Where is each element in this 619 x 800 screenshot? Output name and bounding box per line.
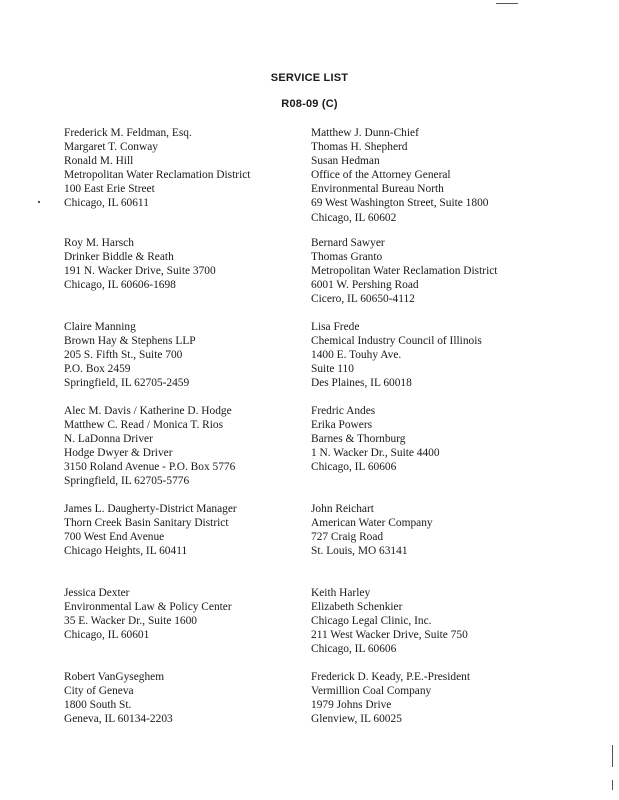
address-block-right [311, 236, 497, 306]
address-line: 100 East Erie Street [64, 183, 155, 196]
address-line: Chicago Legal Clinic, Inc. [311, 615, 432, 628]
document-title: SERVICE LIST [270, 72, 349, 84]
address-line: Drinker Biddle & Reath [64, 251, 174, 264]
address-line: 3150 Roland Avenue - P.O. Box 5776 [64, 461, 236, 474]
address-block-right [311, 502, 433, 558]
address-line: Matthew C. Read / Monica T. Rios [64, 419, 224, 432]
address-line: 211 West Wacker Drive, Suite 750 [311, 629, 468, 642]
address-block-left [64, 404, 235, 489]
address-line: Geneva, IL 60134-2203 [64, 713, 173, 726]
address-line: 700 West End Avenue [64, 531, 165, 544]
address-line: Thomas Granto [311, 251, 383, 264]
address-line: City of Geneva [64, 685, 134, 698]
address-block-right [311, 404, 440, 474]
address-line: P.O. Box 2459 [64, 363, 131, 376]
address-block-left [64, 586, 232, 642]
address-block-left [64, 126, 250, 211]
address-line: Cicero, IL 60650-4112 [311, 293, 415, 306]
address-line: Susan Hedman [311, 155, 380, 168]
address-line: Chicago, IL 60606 [311, 461, 397, 474]
address-line: Brown Hay & Stephens LLP [64, 335, 196, 348]
address-line: Glenview, IL 60025 [311, 713, 402, 726]
scan-speck [612, 745, 613, 767]
address-line: Springfield, IL 62705-5776 [64, 475, 190, 488]
address-line: John Reichart [311, 503, 374, 515]
address-line: Suite 110 [311, 363, 354, 376]
address-line: Des Plaines, IL 60018 [311, 377, 412, 390]
address-block-right [311, 126, 488, 225]
address-block-right [311, 670, 470, 726]
address-line: Matthew J. Dunn-Chief [311, 127, 419, 139]
address-line: Environmental Bureau North [311, 183, 444, 196]
address-line: Environmental Law & Policy Center [64, 601, 232, 614]
address-line: Metropolitan Water Reclamation District [64, 169, 251, 182]
docket-number: R08-09 (C) [281, 98, 338, 110]
address-line: Keith Harley [311, 587, 371, 599]
address-line: Frederick D. Keady, P.E.-President [311, 671, 471, 683]
address-line: 191 N. Wacker Drive, Suite 3700 [64, 265, 216, 278]
address-line: Chemical Industry Council of Illinois [311, 335, 482, 348]
address-line: Chicago, IL 60611 [64, 197, 149, 210]
address-line: Bernard Sawyer [311, 237, 385, 249]
address-line: 727 Craig Road [311, 531, 384, 544]
address-block-left [64, 502, 237, 558]
address-line: 1400 E. Touhy Ave. [311, 349, 402, 362]
address-line: Lisa Frede [311, 321, 360, 333]
address-line: Erika Powers [311, 419, 373, 432]
address-line: 1979 Johns Drive [311, 699, 392, 712]
address-line: Fredric Andes [311, 405, 376, 417]
address-line: Chicago, IL 60606 [311, 643, 397, 656]
address-line: St. Louis, MO 63141 [311, 545, 408, 558]
address-line: 1 N. Wacker Dr., Suite 4400 [311, 447, 440, 460]
address-line: Metropolitan Water Reclamation District [311, 265, 498, 278]
address-line: Roy M. Harsch [64, 237, 134, 249]
address-line: Vermillion Coal Company [311, 685, 432, 698]
address-line: Chicago, IL 60601 [64, 629, 150, 642]
address-line: Ronald M. Hill [64, 155, 134, 168]
address-line: Thorn Creek Basin Sanitary District [64, 517, 229, 530]
address-line: Thomas H. Shepherd [311, 141, 408, 154]
address-line: 6001 W. Pershing Road [311, 279, 419, 292]
address-line: N. LaDonna Driver [64, 433, 153, 446]
address-block-left [64, 670, 173, 726]
address-line: 205 S. Fifth St., Suite 700 [64, 349, 183, 362]
address-line: 1800 South St. [64, 699, 132, 712]
address-line: Chicago, IL 60606-1698 [64, 279, 176, 292]
address-line: Hodge Dwyer & Driver [64, 447, 173, 460]
address-line: Frederick M. Feldman, Esq. [64, 127, 192, 139]
address-line: Elizabeth Schenkier [311, 601, 403, 614]
scan-speck [38, 201, 40, 203]
address-line: Barnes & Thornburg [311, 433, 406, 446]
address-line: American Water Company [311, 517, 433, 530]
address-line: Chicago, IL 60602 [311, 211, 397, 224]
address-line: James L. Daugherty-District Manager [64, 503, 237, 515]
address-block-right [311, 586, 468, 656]
address-line: Robert VanGyseghem [64, 671, 165, 683]
address-line: 69 West Washington Street, Suite 1800 [311, 197, 489, 210]
address-block-left [64, 236, 216, 292]
address-block-left [64, 320, 196, 390]
address-line: Office of the Attorney General [311, 169, 451, 182]
address-line: Alec M. Davis / Katherine D. Hodge [64, 405, 232, 417]
address-line: Jessica Dexter [64, 587, 130, 599]
address-line: Claire Manning [64, 321, 136, 333]
scan-speck [612, 780, 613, 790]
address-block-right [311, 320, 482, 390]
scan-speck [496, 3, 518, 4]
address-line: Springfield, IL 62705-2459 [64, 377, 190, 390]
address-line: Margaret T. Conway [64, 141, 158, 154]
address-line: Chicago Heights, IL 60411 [64, 545, 188, 558]
address-line: 35 E. Wacker Dr., Suite 1600 [64, 615, 198, 628]
